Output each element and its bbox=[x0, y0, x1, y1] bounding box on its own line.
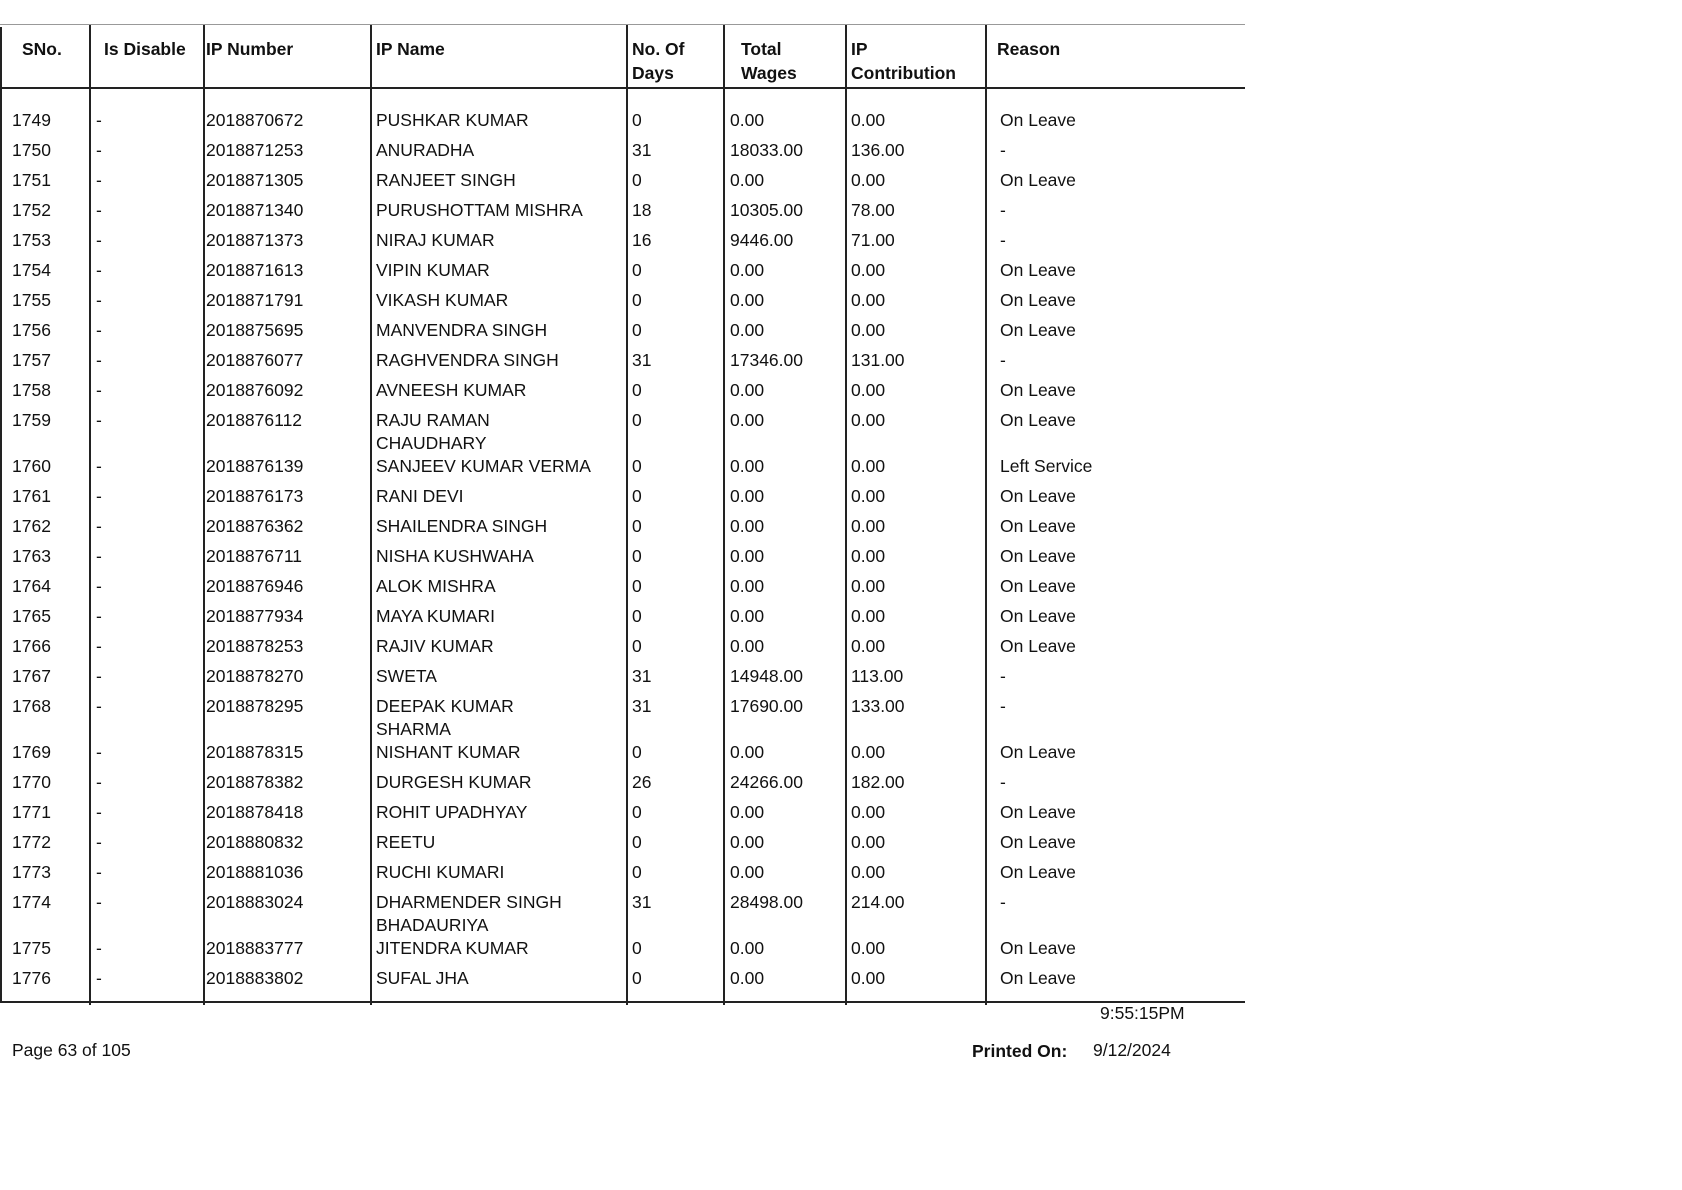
cell-total-wages: 0.00 bbox=[730, 546, 765, 566]
cell-ip-name: MAYA KUMARI bbox=[376, 606, 495, 626]
cell-is-disable: - bbox=[96, 456, 102, 476]
cell-reason: On Leave bbox=[1000, 110, 1076, 130]
cell-ip-name: MANVENDRA SINGH bbox=[376, 320, 548, 340]
cell-sno: 1766 bbox=[12, 636, 51, 656]
cell-sno: 1773 bbox=[12, 862, 51, 882]
cell-no-of-days: 0 bbox=[632, 320, 642, 340]
cell-ip-number: 2018876092 bbox=[206, 380, 304, 400]
cell-total-wages: 0.00 bbox=[730, 170, 765, 190]
cell-ip-name: RAJU RAMAN CHAUDHARY bbox=[376, 410, 490, 453]
cell-ip-name: RAJIV KUMAR bbox=[376, 636, 494, 656]
cell-no-of-days: 0 bbox=[632, 742, 642, 762]
cell-ip-number: 2018878382 bbox=[206, 772, 304, 792]
cell-ip-number: 2018876362 bbox=[206, 516, 304, 536]
header-ip-number: IP Number bbox=[206, 39, 294, 59]
cell-ip-contribution: 0.00 bbox=[851, 832, 886, 852]
cell-ip-contribution: 0.00 bbox=[851, 516, 886, 536]
cell-ip-name: PURUSHOTTAM MISHRA bbox=[376, 200, 583, 220]
cell-sno: 1770 bbox=[12, 772, 51, 792]
header-ip-name: IP Name bbox=[376, 39, 445, 59]
cell-reason: - bbox=[1000, 140, 1006, 160]
cell-reason: - bbox=[1000, 772, 1006, 792]
cell-is-disable: - bbox=[96, 486, 102, 506]
cell-total-wages: 0.00 bbox=[730, 516, 765, 536]
cell-total-wages: 18033.00 bbox=[730, 140, 803, 160]
cell-total-wages: 10305.00 bbox=[730, 200, 803, 220]
cell-ip-contribution: 0.00 bbox=[851, 938, 886, 958]
cell-ip-name: NISHA KUSHWAHA bbox=[376, 546, 534, 566]
cell-no-of-days: 0 bbox=[632, 546, 642, 566]
cell-ip-name: DHARMENDER SINGH BHADAURIYA bbox=[376, 892, 562, 935]
cell-total-wages: 0.00 bbox=[730, 410, 765, 430]
cell-sno: 1751 bbox=[12, 170, 51, 190]
cell-total-wages: 0.00 bbox=[730, 636, 765, 656]
cell-total-wages: 0.00 bbox=[730, 486, 765, 506]
cell-total-wages: 0.00 bbox=[730, 110, 765, 130]
cell-ip-contribution: 136.00 bbox=[851, 140, 905, 160]
cell-reason: - bbox=[1000, 350, 1006, 370]
cell-no-of-days: 0 bbox=[632, 410, 642, 430]
cell-total-wages: 0.00 bbox=[730, 968, 765, 988]
contribution-report-table bbox=[0, 24, 1245, 1001]
page-number: Page 63 of 105 bbox=[12, 1040, 131, 1060]
column-divider bbox=[845, 89, 847, 1005]
cell-ip-contribution: 0.00 bbox=[851, 862, 886, 882]
header-sno: SNo. bbox=[22, 39, 62, 59]
cell-total-wages: 0.00 bbox=[730, 320, 765, 340]
cell-ip-contribution: 182.00 bbox=[851, 772, 905, 792]
cell-ip-number: 2018878253 bbox=[206, 636, 304, 656]
print-time: 9:55:15PM bbox=[1100, 1003, 1185, 1023]
cell-is-disable: - bbox=[96, 230, 102, 250]
cell-is-disable: - bbox=[96, 170, 102, 190]
header-total-wages: Total Wages bbox=[741, 39, 797, 83]
printed-on-date: 9/12/2024 bbox=[1093, 1040, 1171, 1060]
cell-ip-contribution: 0.00 bbox=[851, 802, 886, 822]
column-divider bbox=[723, 25, 725, 87]
cell-ip-number: 2018871340 bbox=[206, 200, 304, 220]
cell-ip-contribution: 0.00 bbox=[851, 486, 886, 506]
cell-sno: 1771 bbox=[12, 802, 51, 822]
cell-ip-number: 2018880832 bbox=[206, 832, 304, 852]
cell-is-disable: - bbox=[96, 606, 102, 626]
header-reason: Reason bbox=[997, 39, 1061, 59]
cell-no-of-days: 26 bbox=[632, 772, 652, 792]
cell-total-wages: 0.00 bbox=[730, 938, 765, 958]
cell-is-disable: - bbox=[96, 832, 102, 852]
cell-total-wages: 9446.00 bbox=[730, 230, 794, 250]
cell-is-disable: - bbox=[96, 636, 102, 656]
column-divider bbox=[723, 89, 725, 1005]
column-divider bbox=[985, 89, 987, 1005]
cell-sno: 1765 bbox=[12, 606, 51, 626]
cell-ip-contribution: 133.00 bbox=[851, 696, 905, 716]
column-divider bbox=[203, 25, 205, 87]
cell-sno: 1774 bbox=[12, 892, 51, 912]
cell-total-wages: 24266.00 bbox=[730, 772, 803, 792]
cell-sno: 1760 bbox=[12, 456, 51, 476]
cell-is-disable: - bbox=[96, 350, 102, 370]
cell-reason: - bbox=[1000, 230, 1006, 250]
cell-ip-number: 2018883802 bbox=[206, 968, 304, 988]
cell-sno: 1776 bbox=[12, 968, 51, 988]
cell-total-wages: 0.00 bbox=[730, 742, 765, 762]
cell-ip-contribution: 214.00 bbox=[851, 892, 905, 912]
cell-no-of-days: 0 bbox=[632, 260, 642, 280]
cell-ip-number: 2018871305 bbox=[206, 170, 304, 190]
cell-is-disable: - bbox=[96, 892, 102, 912]
cell-ip-contribution: 0.00 bbox=[851, 742, 886, 762]
cell-sno: 1752 bbox=[12, 200, 51, 220]
cell-no-of-days: 0 bbox=[632, 456, 642, 476]
cell-ip-contribution: 0.00 bbox=[851, 546, 886, 566]
cell-reason: On Leave bbox=[1000, 410, 1076, 430]
cell-sno: 1749 bbox=[12, 110, 51, 130]
cell-no-of-days: 0 bbox=[632, 380, 642, 400]
cell-ip-number: 2018883024 bbox=[206, 892, 304, 912]
column-divider bbox=[626, 25, 628, 87]
cell-total-wages: 0.00 bbox=[730, 576, 765, 596]
header-is-disable: Is Disable bbox=[104, 39, 186, 59]
header-ip-contribution: IP Contribution bbox=[851, 39, 956, 83]
cell-is-disable: - bbox=[96, 380, 102, 400]
cell-is-disable: - bbox=[96, 110, 102, 130]
cell-reason: On Leave bbox=[1000, 290, 1076, 310]
cell-total-wages: 0.00 bbox=[730, 380, 765, 400]
cell-ip-name: REETU bbox=[376, 832, 436, 852]
cell-ip-name: AVNEESH KUMAR bbox=[376, 380, 527, 400]
table-body bbox=[0, 89, 1245, 1001]
column-divider bbox=[89, 89, 91, 1005]
cell-is-disable: - bbox=[96, 666, 102, 686]
cell-is-disable: - bbox=[96, 140, 102, 160]
cell-total-wages: 0.00 bbox=[730, 290, 765, 310]
cell-reason: On Leave bbox=[1000, 938, 1076, 958]
cell-ip-number: 2018881036 bbox=[206, 862, 304, 882]
cell-ip-contribution: 0.00 bbox=[851, 410, 886, 430]
cell-total-wages: 17346.00 bbox=[730, 350, 803, 370]
cell-reason: On Leave bbox=[1000, 516, 1076, 536]
cell-sno: 1750 bbox=[12, 140, 51, 160]
cell-is-disable: - bbox=[96, 516, 102, 536]
cell-reason: On Leave bbox=[1000, 968, 1076, 988]
cell-reason: On Leave bbox=[1000, 636, 1076, 656]
cell-ip-name: JITENDRA KUMAR bbox=[376, 938, 529, 958]
cell-sno: 1764 bbox=[12, 576, 51, 596]
cell-is-disable: - bbox=[96, 968, 102, 988]
cell-ip-name: SANJEEV KUMAR VERMA bbox=[376, 456, 591, 476]
cell-ip-name: VIKASH KUMAR bbox=[376, 290, 509, 310]
cell-ip-contribution: 0.00 bbox=[851, 606, 886, 626]
cell-reason: - bbox=[1000, 200, 1006, 220]
cell-reason: On Leave bbox=[1000, 170, 1076, 190]
cell-is-disable: - bbox=[96, 802, 102, 822]
cell-no-of-days: 0 bbox=[632, 938, 642, 958]
cell-ip-contribution: 78.00 bbox=[851, 200, 895, 220]
cell-sno: 1762 bbox=[12, 516, 51, 536]
cell-no-of-days: 0 bbox=[632, 968, 642, 988]
cell-sno: 1753 bbox=[12, 230, 51, 250]
cell-ip-number: 2018871791 bbox=[206, 290, 304, 310]
cell-no-of-days: 31 bbox=[632, 140, 652, 160]
cell-no-of-days: 0 bbox=[632, 636, 642, 656]
cell-no-of-days: 0 bbox=[632, 170, 642, 190]
cell-ip-name: VIPIN KUMAR bbox=[376, 260, 490, 280]
cell-is-disable: - bbox=[96, 260, 102, 280]
cell-ip-number: 2018871373 bbox=[206, 230, 304, 250]
cell-ip-name: RAGHVENDRA SINGH bbox=[376, 350, 559, 370]
cell-ip-contribution: 0.00 bbox=[851, 290, 886, 310]
cell-ip-name: DURGESH KUMAR bbox=[376, 772, 532, 792]
cell-is-disable: - bbox=[96, 696, 102, 716]
cell-total-wages: 14948.00 bbox=[730, 666, 803, 686]
cell-ip-contribution: 0.00 bbox=[851, 320, 886, 340]
cell-total-wages: 0.00 bbox=[730, 260, 765, 280]
cell-sno: 1754 bbox=[12, 260, 51, 280]
cell-no-of-days: 0 bbox=[632, 516, 642, 536]
cell-ip-number: 2018878270 bbox=[206, 666, 304, 686]
cell-sno: 1767 bbox=[12, 666, 51, 686]
column-divider bbox=[626, 89, 628, 1005]
column-divider bbox=[985, 25, 987, 87]
cell-ip-name: ROHIT UPADHYAY bbox=[376, 802, 528, 822]
cell-is-disable: - bbox=[96, 938, 102, 958]
cell-ip-number: 2018876946 bbox=[206, 576, 304, 596]
table-left-border bbox=[0, 27, 2, 1001]
cell-ip-name: PUSHKAR KUMAR bbox=[376, 110, 529, 130]
cell-total-wages: 17690.00 bbox=[730, 696, 803, 716]
cell-ip-name: NIRAJ KUMAR bbox=[376, 230, 495, 250]
cell-reason: On Leave bbox=[1000, 320, 1076, 340]
cell-no-of-days: 0 bbox=[632, 862, 642, 882]
cell-reason: On Leave bbox=[1000, 606, 1076, 626]
cell-ip-name: RANI DEVI bbox=[376, 486, 464, 506]
cell-ip-contribution: 113.00 bbox=[851, 666, 904, 686]
cell-is-disable: - bbox=[96, 546, 102, 566]
cell-total-wages: 0.00 bbox=[730, 606, 765, 626]
cell-ip-name: SUFAL JHA bbox=[376, 968, 469, 988]
cell-total-wages: 0.00 bbox=[730, 802, 765, 822]
cell-ip-contribution: 0.00 bbox=[851, 170, 886, 190]
cell-ip-contribution: 0.00 bbox=[851, 576, 886, 596]
cell-sno: 1757 bbox=[12, 350, 51, 370]
cell-ip-number: 2018871613 bbox=[206, 260, 304, 280]
cell-ip-contribution: 131.00 bbox=[851, 350, 905, 370]
cell-is-disable: - bbox=[96, 290, 102, 310]
cell-ip-name: ANURADHA bbox=[376, 140, 475, 160]
cell-reason: On Leave bbox=[1000, 802, 1076, 822]
cell-sno: 1759 bbox=[12, 410, 51, 430]
cell-ip-name: RANJEET SINGH bbox=[376, 170, 516, 190]
cell-ip-number: 2018875695 bbox=[206, 320, 304, 340]
cell-ip-number: 2018878315 bbox=[206, 742, 304, 762]
cell-reason: On Leave bbox=[1000, 832, 1076, 852]
header-no-of-days: No. Of Days bbox=[632, 39, 685, 83]
cell-ip-number: 2018870672 bbox=[206, 110, 304, 130]
cell-no-of-days: 0 bbox=[632, 486, 642, 506]
cell-no-of-days: 0 bbox=[632, 802, 642, 822]
cell-reason: On Leave bbox=[1000, 546, 1076, 566]
column-divider bbox=[203, 89, 205, 1005]
cell-reason: Left Service bbox=[1000, 456, 1093, 476]
cell-ip-number: 2018876173 bbox=[206, 486, 304, 506]
cell-ip-contribution: 0.00 bbox=[851, 110, 886, 130]
cell-sno: 1758 bbox=[12, 380, 51, 400]
cell-ip-number: 2018876711 bbox=[206, 546, 303, 566]
cell-no-of-days: 31 bbox=[632, 350, 652, 370]
cell-no-of-days: 0 bbox=[632, 606, 642, 626]
cell-sno: 1756 bbox=[12, 320, 51, 340]
cell-reason: - bbox=[1000, 666, 1006, 686]
cell-no-of-days: 0 bbox=[632, 832, 642, 852]
cell-is-disable: - bbox=[96, 862, 102, 882]
cell-reason: On Leave bbox=[1000, 380, 1076, 400]
cell-is-disable: - bbox=[96, 576, 102, 596]
cell-ip-name: SHAILENDRA SINGH bbox=[376, 516, 548, 536]
cell-ip-number: 2018877934 bbox=[206, 606, 304, 626]
cell-sno: 1772 bbox=[12, 832, 51, 852]
cell-is-disable: - bbox=[96, 320, 102, 340]
cell-sno: 1768 bbox=[12, 696, 51, 716]
cell-is-disable: - bbox=[96, 410, 102, 430]
cell-ip-number: 2018876112 bbox=[206, 410, 303, 430]
cell-sno: 1763 bbox=[12, 546, 51, 566]
printed-on-label: Printed On: bbox=[972, 1041, 1068, 1061]
column-divider bbox=[845, 25, 847, 87]
cell-ip-contribution: 71.00 bbox=[851, 230, 895, 250]
table-bottom-border bbox=[0, 1001, 1245, 1003]
cell-no-of-days: 0 bbox=[632, 110, 642, 130]
cell-no-of-days: 31 bbox=[632, 666, 652, 686]
cell-ip-name: ALOK MISHRA bbox=[376, 576, 496, 596]
cell-no-of-days: 0 bbox=[632, 576, 642, 596]
cell-ip-name: SWETA bbox=[376, 666, 437, 686]
column-divider bbox=[89, 25, 91, 87]
cell-total-wages: 0.00 bbox=[730, 832, 765, 852]
cell-no-of-days: 31 bbox=[632, 696, 652, 716]
cell-no-of-days: 31 bbox=[632, 892, 652, 912]
cell-ip-number: 2018878418 bbox=[206, 802, 304, 822]
cell-no-of-days: 0 bbox=[632, 290, 642, 310]
column-divider bbox=[370, 89, 372, 1005]
cell-is-disable: - bbox=[96, 742, 102, 762]
cell-ip-contribution: 0.00 bbox=[851, 636, 886, 656]
cell-no-of-days: 18 bbox=[632, 200, 652, 220]
cell-ip-name: RUCHI KUMARI bbox=[376, 862, 505, 882]
cell-reason: On Leave bbox=[1000, 260, 1076, 280]
cell-sno: 1755 bbox=[12, 290, 51, 310]
cell-reason: On Leave bbox=[1000, 486, 1076, 506]
cell-reason: - bbox=[1000, 892, 1006, 912]
cell-ip-contribution: 0.00 bbox=[851, 456, 886, 476]
cell-ip-number: 2018878295 bbox=[206, 696, 304, 716]
cell-reason: On Leave bbox=[1000, 742, 1076, 762]
cell-sno: 1775 bbox=[12, 938, 51, 958]
cell-ip-contribution: 0.00 bbox=[851, 968, 886, 988]
cell-reason: - bbox=[1000, 696, 1006, 716]
cell-no-of-days: 16 bbox=[632, 230, 652, 250]
cell-ip-number: 2018871253 bbox=[206, 140, 304, 160]
cell-is-disable: - bbox=[96, 772, 102, 792]
cell-reason: On Leave bbox=[1000, 576, 1076, 596]
cell-ip-contribution: 0.00 bbox=[851, 380, 886, 400]
table-header bbox=[0, 24, 1245, 89]
cell-ip-number: 2018876139 bbox=[206, 456, 304, 476]
cell-ip-number: 2018876077 bbox=[206, 350, 304, 370]
cell-ip-contribution: 0.00 bbox=[851, 260, 886, 280]
column-divider bbox=[370, 25, 372, 87]
cell-reason: On Leave bbox=[1000, 862, 1076, 882]
cell-is-disable: - bbox=[96, 200, 102, 220]
cell-sno: 1761 bbox=[12, 486, 51, 506]
cell-total-wages: 28498.00 bbox=[730, 892, 803, 912]
cell-ip-name: NISHANT KUMAR bbox=[376, 742, 521, 762]
cell-sno: 1769 bbox=[12, 742, 51, 762]
cell-ip-name: DEEPAK KUMAR SHARMA bbox=[376, 696, 514, 739]
cell-ip-number: 2018883777 bbox=[206, 938, 304, 958]
cell-total-wages: 0.00 bbox=[730, 862, 765, 882]
cell-total-wages: 0.00 bbox=[730, 456, 765, 476]
